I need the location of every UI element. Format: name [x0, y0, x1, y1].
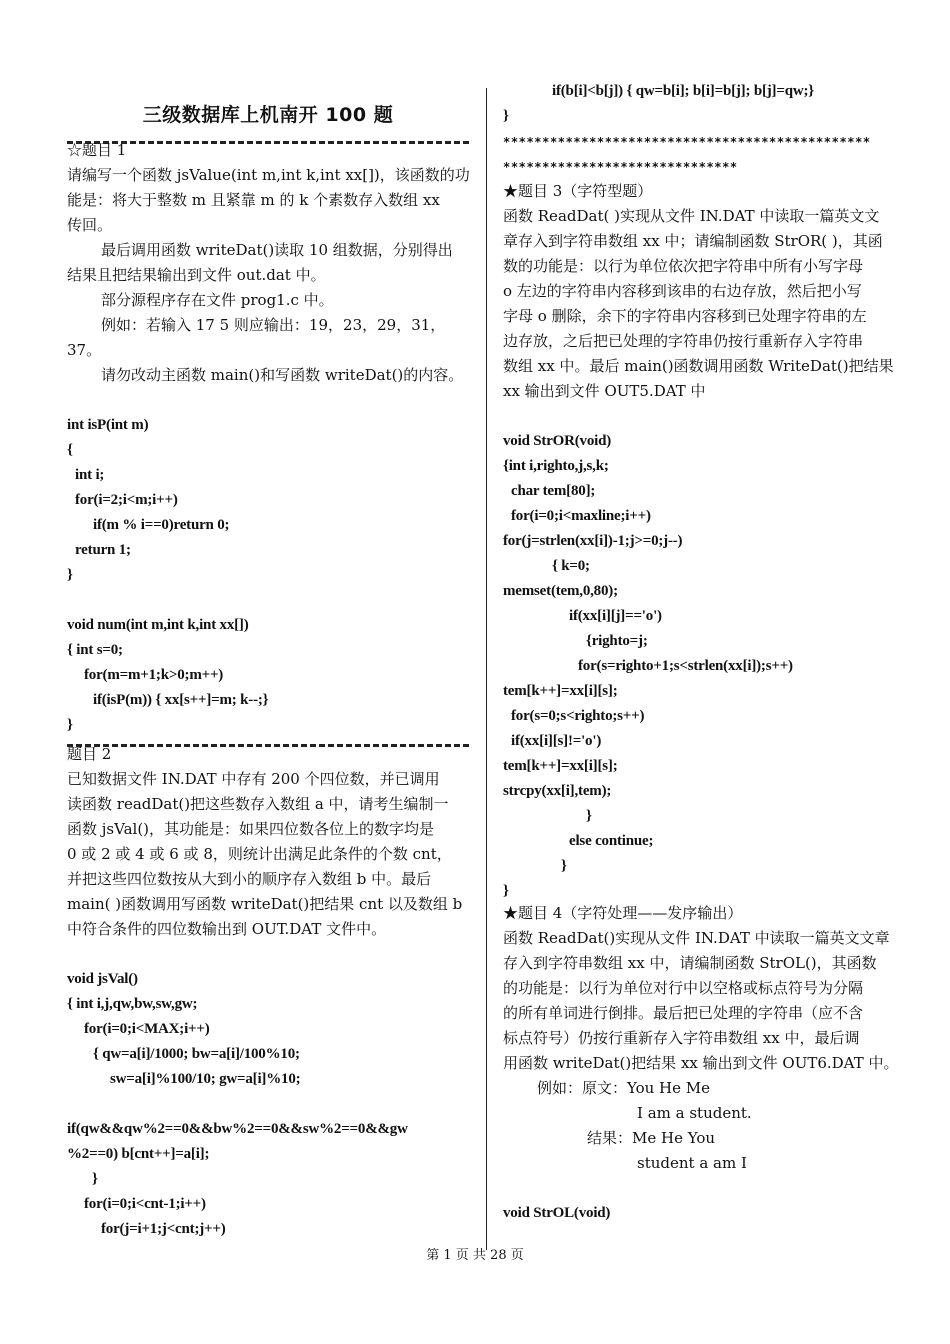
middle-dashed-divider [67, 744, 469, 747]
text-line: 结果：Me He You [587, 1129, 716, 1147]
text-line: 部分源程序存在文件 prog1.c 中。 [101, 291, 334, 309]
text-line: 数组 xx 中。最后 main()函数调用函数 WriteDat()把结果 [503, 357, 894, 375]
text-line: 标点符号）仍按行重新存入字符串数组 xx 中，最后调 [503, 1029, 860, 1047]
code-line: if(m % i==0)return 0; [93, 517, 230, 533]
text-line: 函数 ReadDat( )实现从文件 IN.DAT 中读取一篇英文文 [503, 207, 880, 225]
code-line: for(i=0;i<MAX;i++) [84, 1021, 210, 1037]
text-line: I am a student. [637, 1104, 752, 1122]
code-line: { [67, 442, 73, 458]
text-line: 函数 jsVal()，其功能是：如果四位数各位上的数字均是 [67, 820, 435, 838]
text-line: 边存放，之后把已处理的字符串仍按行重新存入字符串 [503, 332, 864, 350]
text-line: 请编写一个函数 jsValue(int m,int k,int xx[])，该函数的功 [67, 166, 470, 184]
code-line: tem[k++]=xx[i][s]; [503, 758, 618, 774]
text-line: 存入到字符串数组 xx 中，请编制函数 StrOL()，其函数 [503, 954, 877, 972]
code-line: void num(int m,int k,int xx[]) [67, 617, 249, 633]
text-line: 读函数 readDat()把这些数存入数组 a 中，请考生编制一 [67, 795, 449, 813]
code-line: } [67, 567, 73, 583]
text-line: 能是：将大于整数 m 且紧靠 m 的 k 个素数存入数组 xx [67, 191, 440, 209]
code-line: for(j=i+1;j<cnt;j++) [101, 1221, 226, 1237]
code-line: int i; [75, 467, 105, 483]
separator-stars: ****************************** [503, 160, 738, 174]
text-line: student a am I [637, 1154, 747, 1172]
text-line: 传回。 [67, 216, 113, 234]
code-line: void jsVal() [67, 971, 138, 987]
text-line: 的所有单词进行倒排。最后把已处理的字符串（应不含 [503, 1004, 864, 1022]
code-line: if(xx[i][s]!='o') [511, 733, 602, 749]
text-line: 37。 [67, 341, 102, 359]
code-line: if(isP(m)) { xx[s++]=m; k--;} [93, 692, 269, 708]
text-line: 数的功能是：以行为单位依次把字符串中所有小写字母 [503, 257, 864, 275]
code-line: for(i=2;i<m;i++) [75, 492, 178, 508]
text-line: 用函数 writeDat()把结果 xx 输出到文件 OUT6.DAT 中。 [503, 1054, 899, 1072]
code-line: if(xx[i][j]=='o') [569, 608, 662, 624]
text-line: 请勿改动主函数 main()和写函数 writeDat()的内容。 [101, 366, 464, 384]
code-line: for(j=strlen(xx[i])-1;j>=0;j--) [503, 533, 683, 549]
top-dashed-divider [67, 141, 469, 144]
code-line: } [67, 717, 73, 733]
text-line: main( )函数调用写函数 writeDat()把结果 cnt 以及数组 b [67, 895, 463, 913]
code-line: } [503, 108, 509, 124]
code-line: } [503, 883, 509, 899]
code-line: {righto=j; [586, 633, 648, 649]
text-line: 题目 2 [67, 745, 112, 763]
code-line: void StrOR(void) [503, 433, 612, 449]
page-title: 三级数据库上机南开 100 题 [142, 104, 394, 126]
code-line: { int i,j,qw,bw,sw,gw; [67, 996, 198, 1012]
code-line: for(i=0;i<cnt-1;i++) [84, 1196, 206, 1212]
text-line: 的功能是：以行为单位对行中以空格或标点符号为分隔 [503, 979, 864, 997]
code-line: for(s=0;s<righto;s++) [511, 708, 645, 724]
page-footer: 第 1 页 共 28 页 [426, 1248, 524, 1263]
code-line: } [586, 808, 592, 824]
code-line: memset(tem,0,80); [503, 583, 618, 599]
text-line: 中符合条件的四位数输出到 OUT.DAT 文件中。 [67, 920, 387, 938]
text-line: 0 或 2 或 4 或 6 或 8，则统计出满足此条件的个数 cnt， [67, 845, 452, 863]
code-line: if(qw&&qw%2==0&&bw%2==0&&sw%2==0&&gw [67, 1121, 408, 1137]
code-line: for(m=m+1;k>0;m++) [84, 667, 224, 683]
code-line: strcpy(xx[i],tem); [503, 783, 612, 799]
code-line: char tem[80]; [511, 483, 596, 499]
code-line: { k=0; [552, 558, 590, 574]
code-line: tem[k++]=xx[i][s]; [503, 683, 618, 699]
code-line: return 1; [75, 542, 131, 558]
code-line: for(s=righto+1;s<strlen(xx[i]);s++) [578, 658, 793, 674]
text-line: ☆题目 1 [67, 141, 127, 159]
text-line: ★题目 3（字符型题） [503, 182, 653, 200]
text-line: 并把这些四位数按从大到小的顺序存入数组 b 中。最后 [67, 870, 432, 888]
code-line: sw=a[i]%100/10; gw=a[i]%10; [110, 1071, 301, 1087]
text-line: 例如：若输入 17 5 则应输出：19，23，29，31， [101, 316, 446, 334]
code-line: else continue; [569, 833, 654, 849]
column-divider [486, 88, 487, 1250]
text-line: 函数 ReadDat()实现从文件 IN.DAT 中读取一篇英文文章 [503, 929, 890, 947]
code-line: int isP(int m) [67, 417, 149, 433]
text-line: o 左边的字符串内容移到该串的右边存放，然后把小写 [503, 282, 862, 300]
text-line: xx 输出到文件 OUT5.DAT 中 [503, 382, 706, 400]
code-line: if(b[i]<b[j]) { qw=b[i]; b[i]=b[j]; b[j]=qw;} [552, 83, 814, 99]
text-line: 章存入到字符串数组 xx 中；请编制函数 StrOR( )，其函 [503, 232, 883, 250]
text-line: 已知数据文件 IN.DAT 中存有 200 个四位数，并已调用 [67, 770, 440, 788]
code-line: } [92, 1171, 98, 1187]
text-line: ★题目 4（字符处理——发序输出） [503, 904, 743, 922]
code-line: { qw=a[i]/1000; bw=a[i]/100%10; [93, 1046, 300, 1062]
code-line: for(i=0;i<maxline;i++) [511, 508, 651, 524]
separator-stars: *********************************************** [503, 135, 871, 149]
code-line: %2==0) b[cnt++]=a[i]; [67, 1146, 210, 1162]
text-line: 字母 o 删除，余下的字符串内容移到已处理字符串的左 [503, 307, 867, 325]
text-line: 最后调用函数 writeDat()读取 10 组数据，分别得出 [101, 241, 453, 259]
text-line: 结果且把结果输出到文件 out.dat 中。 [67, 266, 326, 284]
text-line: 例如：原文：You He Me [537, 1079, 711, 1097]
code-line: } [561, 858, 567, 874]
code-line: {int i,righto,j,s,k; [503, 458, 609, 474]
code-line: { int s=0; [67, 642, 123, 658]
code-line: void StrOL(void) [503, 1205, 611, 1221]
